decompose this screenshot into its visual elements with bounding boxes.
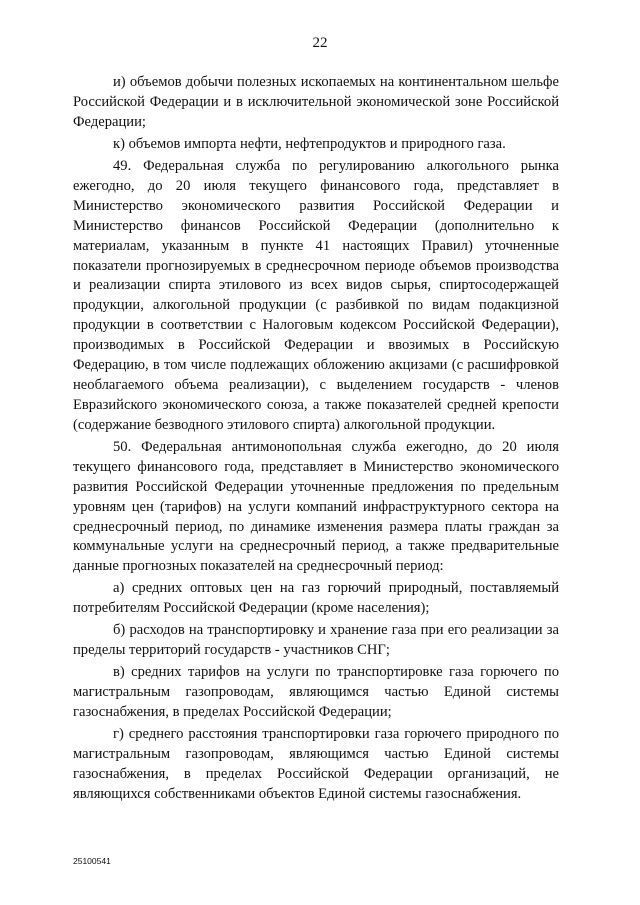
paragraph-item-i: и) объемов добычи полезных ископаемых на континентальном шельфе Российской Федерации и в исключительной экономической зоне Российской Федерации; xyxy=(73,74,559,130)
page-number: 22 xyxy=(312,35,328,51)
paragraph-item-a: а) средних оптовых цен на газ горючий природный, поставляемый потребителям Российской Федерации (кроме населения); xyxy=(73,580,559,617)
paragraph-item-g: г) среднего расстояния транспортировки газа горючего природного по магистральным газопроводам, являющимся частью Единой системы газоснабжения, в пределах Российской Федерации организаций, не являющихся собственниками объектов Единой системы газоснабжения. xyxy=(73,726,559,803)
document-body xyxy=(73,73,559,805)
paragraph-item-v: в) средних тарифов на услуги по транспортировке газа горючего по магистральным газопроводам, являющимся частью Единой системы газоснабжения, в пределах Российской Федерации; xyxy=(73,664,559,721)
document-code: 25100541 xyxy=(73,856,111,866)
paragraph-49: 49. Федеральная служба по регулированию алкогольного рынка ежегодно, до 20 июля текущего финансового года, представляет в Министерство экономического развития Российской Федерации и Министерство финансов Российской Федерации (дополнительно к материалам, указанным в пункте 41 настоящих Правил) уточненные показатели прогнозируемых в среднесрочном периоде объемов производства и реализации спирта этилового из всех видов сырья, спиртосодержащей продукции, алкогольной продукции (с разбивкой по видам подакцизной продукции в соответствии с Налоговым кодексом Российской Федерации), производимых в Российской Федерации и ввозимых в Российскую Федерацию, в том числе подлежащих обложению акцизами (с расшифровкой необлагаемого объема реализации), с выделением государств - членов Евразийского экономического союза, а также показателей средней крепости (содержание безводного этилового спирта) алкогольной продукции. xyxy=(73,158,559,433)
paragraph-item-k: к) объемов импорта нефти, нефтепродуктов и природного газа. xyxy=(113,135,506,152)
paragraph-item-b: б) расходов на транспортировку и хранение газа при его реализации за пределы территорий государств - участников СНГ; xyxy=(73,622,559,659)
paragraph-50: 50. Федеральная антимонопольная служба ежегодно, до 20 июля текущего финансового года, представляет в Министерство экономического развития Российской Федерации уточненные предложения по предельным уровням цен (тарифов) на услуги компаний инфраструктурного сектора на среднесрочный период, по динамике изменения размера платы граждан за коммунальные услуги на среднесрочный период, а также предварительные данные прогнозных показателей на среднесрочный период: xyxy=(73,438,559,575)
